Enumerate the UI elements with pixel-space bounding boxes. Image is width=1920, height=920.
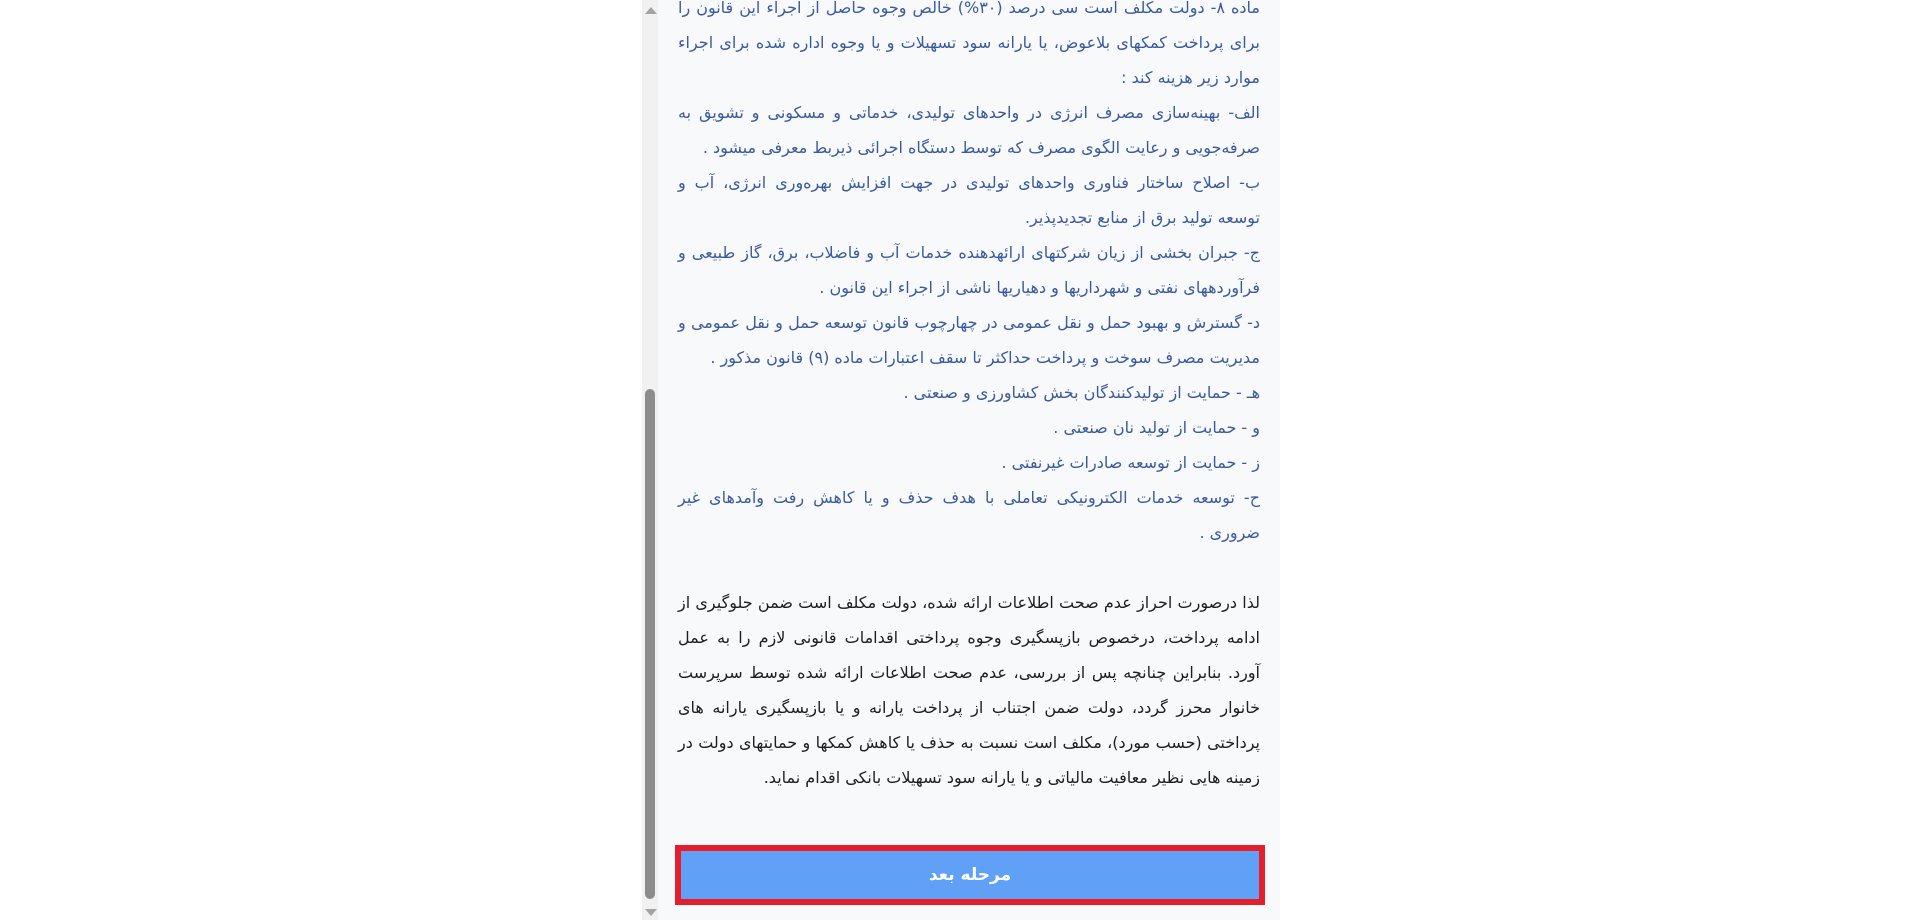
article-section <box>678 0 1260 550</box>
article-item-jim: ج- جبران بخشی از زیان شرکتهای ارائهدهنده خدمات آب و فاضلاب، برق، گاز طبیعی و فرآوردههای نفتی و شهرداریها و دهیاریها ناشی از اجراء این قانون . <box>678 243 1260 297</box>
article-item-he2: ح- توسعه خدمات الکترونیکی تعاملی با هدف حذف و یا کاهش رفت وآمدهای غیر ضروری . <box>678 488 1260 542</box>
terms-content <box>678 0 1260 795</box>
article-item-ze: ز - حمایت از توسعه صادرات غیرنفتی . <box>1001 453 1260 472</box>
article-item-he: هـ - حمایت از تولیدکنندگان بخش کشاورزی و صنعتی . <box>903 383 1260 402</box>
scrollbar-thumb[interactable] <box>645 389 655 899</box>
vertical-scrollbar[interactable] <box>642 0 658 920</box>
article-item-dal: د- گسترش و بهبود حمل و نقل عمومی در چهارچوب قانون توسعه حمل و نقل عمومی و مدیریت مصرف سوخت و پرداخت حداکثر تا سقف اعتبارات ماده (۹) قانون مذکور . <box>678 313 1260 367</box>
scroll-up-arrow-icon[interactable] <box>645 7 657 14</box>
next-step-button[interactable]: مرحله بعد <box>681 851 1259 899</box>
article-item-vav: و - حمایت از تولید نان صنعتی . <box>1053 418 1260 437</box>
article-item-be: ب- اصلاح ساختار فناوری واحدهای تولیدی در جهت افزایش بهره‌وری انرژی، آب و توسعه تولید برق از منابع تجدیدپذیر. <box>678 173 1260 227</box>
article-item-alef: الف- بهینه‌سازی مصرف انرژی در واحدهای تولیدی، خدماتی و مسکونی و تشویق به صرفه‌جویی و رعایت الگوی مصرف که توسط دستگاه اجرائی ذیربط معرفی میشود . <box>678 103 1260 157</box>
notice-paragraph: لذا درصورت احراز عدم صحت اطلاعات ارائه شده، دولت مکلف است ضمن جلوگیری از ادامه پرداخت، درخصوص بازپسگیری وجوه پرداختی اقدامات قانونی لازم را به عمل آورد. بنابراین چنانچه پس از بررسی، عدم صحت اطلاعات ارائه شده توسط سرپرست خانوار محرز گردد، دولت ضمن اجتناب از پرداخت یارانه و یا بازپسگیری یارانه های پرداختی (حسب مورد)، مکلف است نسبت به حذف یا کاهش کمکها و حمایتهای دولت در زمینه هایی نظیر معافیت مالیاتی و یا یارانه سود تسهیلات بانکی اقدام نماید. <box>678 593 1260 787</box>
article-intro: ماده ۸- دولت مکلف است سی درصد (۳۰%) خالص وجوه حاصل از اجراء این قانون را برای پرداخت کمکهای بلاعوض، یا یارانه سود تسهیلات و یا وجوه اداره شده برای اجراء موارد زیر هزینه کند : <box>678 0 1260 87</box>
paragraph-spacer <box>678 550 1260 585</box>
scroll-down-arrow-icon[interactable] <box>645 909 657 916</box>
next-button-highlight <box>675 845 1265 905</box>
